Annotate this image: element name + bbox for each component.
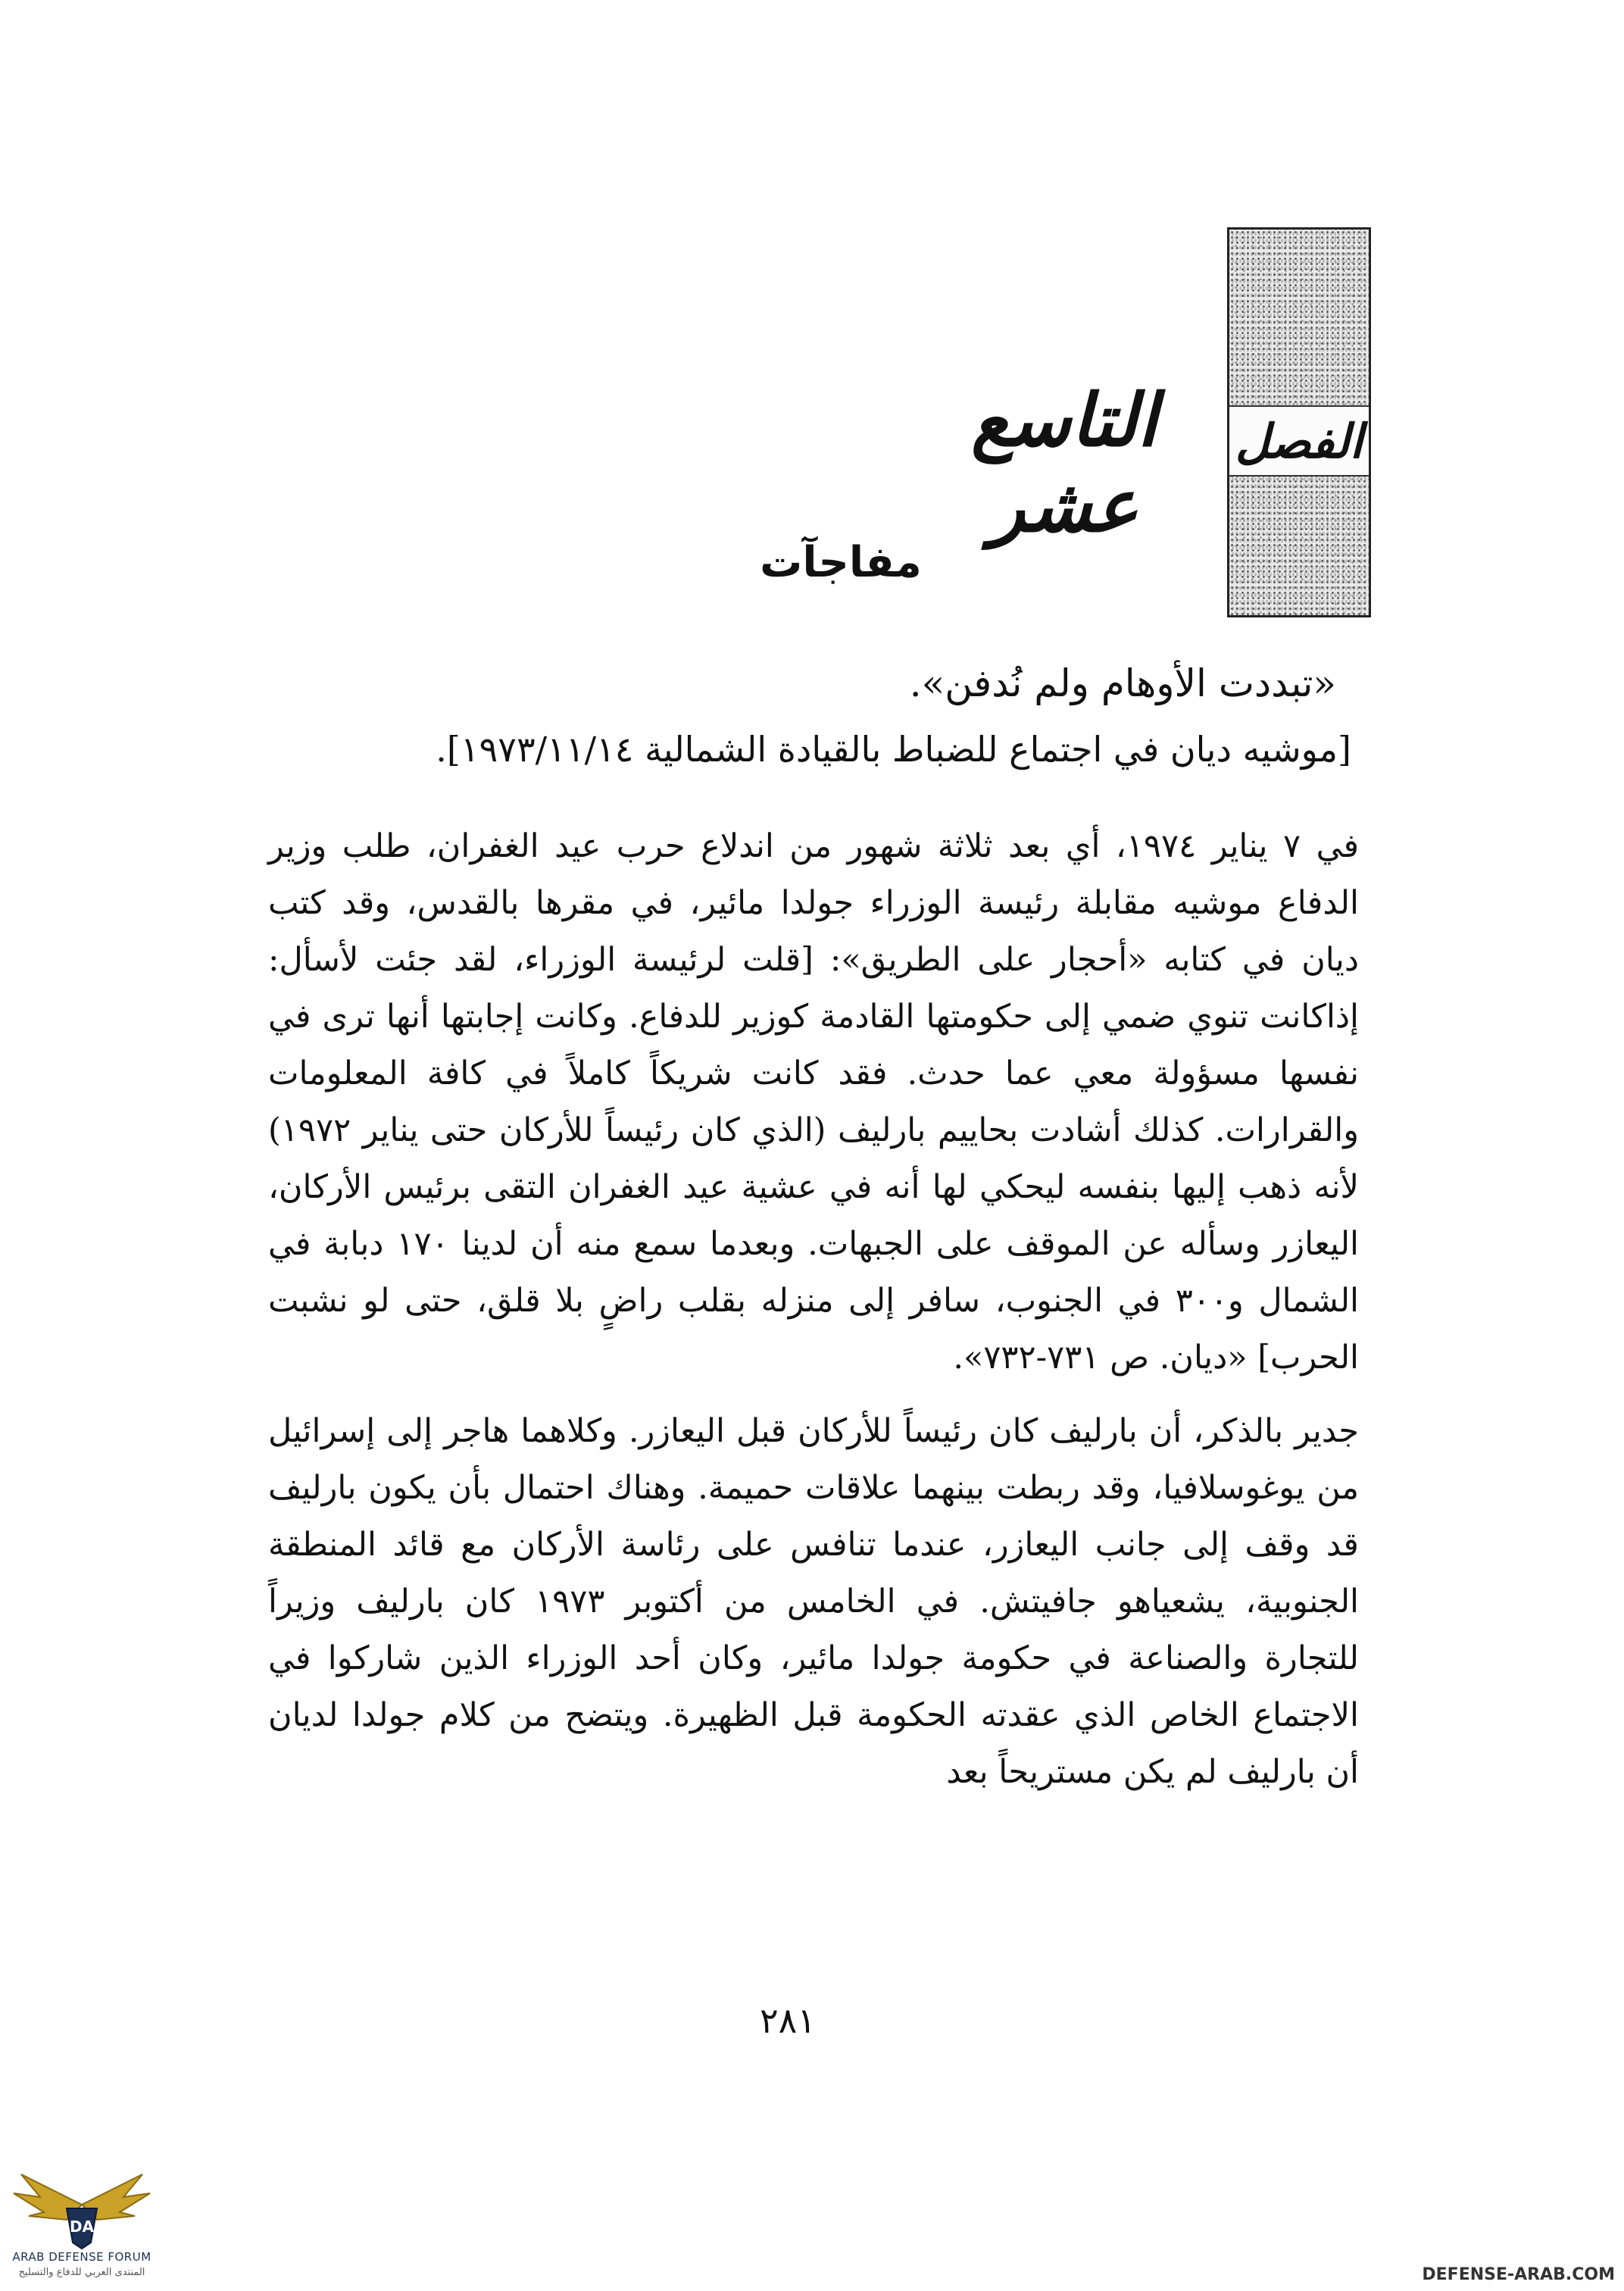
epigraph-source: [موشيه ديان في اجتماع للضباط بالقيادة الشمالية ١٩٧٣/١١/١٤]. (436, 729, 1351, 770)
site-watermark[interactable]: DEFENSE-ARAB.COM (1422, 2265, 1615, 2284)
chapter-title: مفاجآت (760, 538, 922, 587)
logo-initials: DA (69, 2218, 95, 2236)
paragraph: جدير بالذكر، أن بارليف كان رئيساً للأركان قبل اليعازر. وكلاهما هاجر إلى إسرائيل من يوغوسلافيا، وقد ربطت بينهما علاقات حميمة. وهناك احتمال بأن يكون بارليف قد وقف إلى جانب اليعازر، عندما تنافس على رئاسة الأركان مع قائد المنطقة الجنوبية، يشعياهو جافيتش. في الخامس من أكتوبر ١٩٧٣ كان بارليف وزيراً للتجارة والصناعة في حكومة جولدا مائير، وكان أحد الوزراء الذين شاركوا في الاجتماع الخاص الذي عقدته الحكومة قبل الظهيرة. ويتضح من كلام جولدا لديان أن بارليف لم يكن مستريحاً بعد (268, 1412, 1359, 1791)
epigraph-quote: «تبددت الأوهام ولم نُدفن». (909, 661, 1336, 705)
paragraph: في ٧ يناير ١٩٧٤، أي بعد ثلاثة شهور من اندلاع حرب عيد الغفران، طلب وزير الدفاع موشيه مقابلة رئيسة الوزراء جولدا مائير، في مقرها بالقدس، وقد كتب ديان في كتابه «أحجار على الطريق»: [قلت لرئيسة الوزراء، لقد جئت لأسأل: إذاكانت تنوي ضمي إلى حكومتها القادمة كوزير للدفاع. وكانت إجابتها أنها ترى في نفسها مسؤولة معي عما حدث. فقد كانت شريكاً كاملاً في كافة المعلومات والقرارات. كذلك أشادت بحاييم بارليف (الذي كان رئيساً للأركان حتى يناير ١٩٧٢) لأنه ذهب إليها بنفسه ليحكي لها أنه في عشية عيد الغفران التقى برئيس الأركان، اليعازر وسأله عن الموقف على الجبهات. وبعدما سمع منه أن لدينا ١٧٠ دبابة في الشمال و٣٠٠ في الجنوب، سافر إلى منزله بقلب راضٍ بلا قلق، حتى لو نشبت الحرب] «ديان. ص ٧٣١-٧٣٢». (268, 827, 1360, 1377)
chapter-number: التاسع عشر (971, 377, 1157, 549)
chapter-banner-label: الفصل (1229, 405, 1369, 477)
forum-logo (6, 2152, 158, 2288)
logo-subtitle: المنتدى العربي للدفاع والتسليح (18, 2267, 145, 2278)
eagle-wings-icon (6, 2152, 158, 2250)
chapter-banner (1227, 227, 1371, 617)
body-text (268, 818, 1359, 1817)
logo-name: ARAB DEFENSE FORUM (12, 2250, 151, 2264)
page-number: ٢٨١ (759, 2000, 817, 2041)
